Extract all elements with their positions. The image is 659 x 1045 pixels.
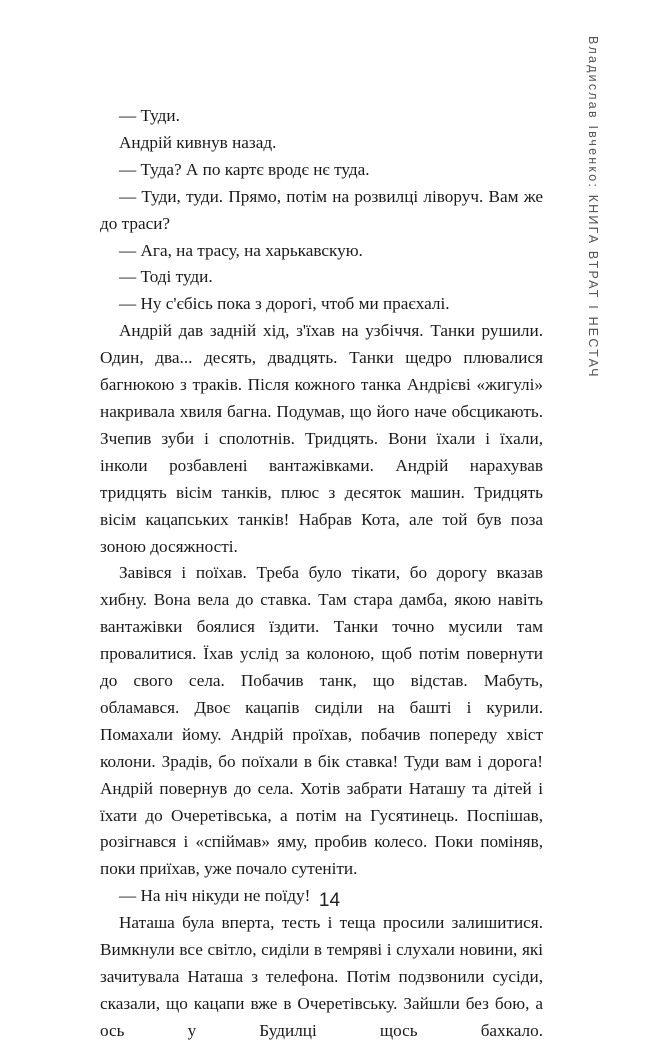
paragraph: — Тоді туди. [119,267,213,287]
paragraph: Завівся і поїхав. Треба було тікати, бо дорогу вказав хибну. Вона вела до ставка. Там стара дамба, якою навіть вантажівки боялися їздити. Танки точно мусили там провалитися. Їхав услід за колоною, щоб потім повернути до свого села. Побачив танк, що відстав. Мабуть, обламався. Двоє кацапів сиділи на башті і курили. Помахали йому. Андрій проїхав, побачив попереду хвіст колони. Зрадів, бо поїхали в бік ставка! Туди вам і дорога! Андрій повернув до села. Хотів забрати Наташу та дітей і їхати до Очеретівська, а потім на Гусятинець. Поспішав, розігнався і «спіймав» яму, пробив колесо. Поки поміняв, поки приїхав, уже почало сутеніти. [100,563,543,879]
paragraph: — Туда? А по картє вродє нє туда. [119,159,370,179]
paragraph: — Ага, на трасу, на харькавскую. [119,240,363,260]
paragraph: — Ну с'єбісь пока з дорогі, чтоб ми праєхалі. [119,294,450,314]
paragraph: Наташа була вперта, тесть і теща просили залишитися. Вимкнули все світло, сиділи в темряві і слухали новини, які зачитувала Наташа з телефона. Потім подзвонили сусіди, сказали, що кацапи вже в Очеретівську. Зайшли без бою, а ось у Будилці щось бахкало. [100,913,543,1040]
paragraph: — Туди, туди. Прямо, потім на розвилці ліворуч. Вам же до траси? [100,186,543,233]
paragraph: — На ніч нікуди не поїду! [119,886,311,906]
running-head: Владислав Івченко: КНИГА ВТРАТ І НЕСТАЧ [586,36,600,379]
paragraph: Андрій кивнув назад. [119,132,277,152]
paragraph: Андрій дав задній хід, з'їхав на узбіччя. Танки рушили. Один, два... десять, двадцять. Танки щедро плювалися багнюкою з траків. Після кожного танка Андрієві «жигулі» накривала хвиля багна. Подумав, що його наче обсцикають. Зчепив зуби і сполотнів. Тридцять. Вони їхали і їхали, інколи розбавлені вантажівками. Андрій нарахував тридцять вісім танків, плюс з десяток машин. Тридцять вісім кацапських танків! Набрав Кота, але той був поза зоною досяжності. [100,321,543,556]
paragraph: — Туди. [119,106,180,125]
page-number: 14 [318,890,341,911]
